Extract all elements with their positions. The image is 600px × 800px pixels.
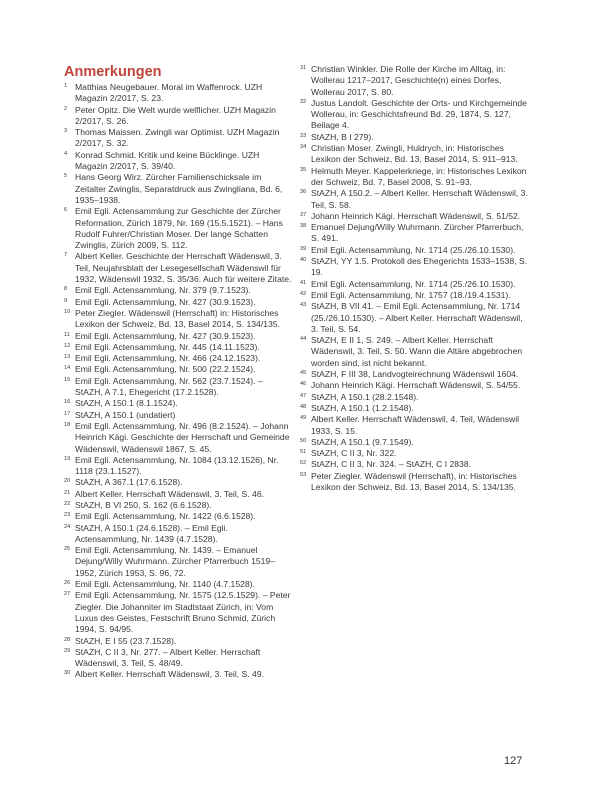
- footnote-text: Helmuth Meyer. Kappelerkriege, in: Historisches Lexikon der Schweiz, Bd. 7, Basel 2008, S. 91–93.: [311, 165, 527, 187]
- footnote-text: Christian Moser. Zwingli, Huldrych, in: Historisches Lexikon der Schweiz, Bd. 13, Basel 2014, S. 911–913.: [311, 143, 518, 165]
- footnote-text: Christian Winkler. Die Rolle der Kirche im Alltag, in: Wollerau 1217–2017, Geschichte(n) eines Dorfes, Wollerau 2017, S. 80.: [311, 64, 506, 97]
- footnote-number: 12: [64, 342, 71, 349]
- footnote-text: Matthias Neugebauer. Moral im Waffenrock. UZH Magazin 2/2017, S. 23.: [75, 82, 263, 104]
- footnote: [300, 143, 532, 166]
- footnote: [64, 308, 292, 331]
- footnote-text: Emil Egli. Actensammlung, Nr. 496 (8.2.1524). – Johann Heinrich Kägi. Geschichte der Herrschaft und Gemeinde Wädenswil, Wädenswil 1867, S. 45.: [75, 420, 290, 454]
- footnote-text: Johann Heinrich Kägi. Herrschaft Wädenswil, S. 54/55.: [311, 380, 521, 391]
- footnote: [300, 471, 532, 494]
- footnote-number: 11: [64, 331, 70, 338]
- footnote-number: 30: [64, 670, 71, 677]
- footnote-text: Emil Egli. Actensammlung, Nr. 1714 (25./26.10.1530).: [311, 244, 516, 255]
- footnote-number: 51: [300, 449, 307, 456]
- footnote: [64, 511, 292, 522]
- footnote-number: 46: [300, 381, 307, 388]
- footnote-number: 39: [300, 245, 307, 252]
- footnote: [64, 353, 292, 364]
- footnote-text: Thomas Maissen. Zwingli war Optimist. UZH Magazin 2/2017, S. 32.: [75, 127, 280, 149]
- footnote: [300, 166, 532, 189]
- footnote-text: Emil Egli. Actensammlung, Nr. 1757 (18./19.4.1531).: [311, 289, 511, 300]
- footnote-number: 45: [300, 370, 307, 377]
- footnote-text: StAZH, B I 279).: [311, 131, 374, 142]
- footnote: [300, 256, 532, 279]
- footnote-text: StAZH, E I 55 (23.7.1528).: [75, 635, 177, 646]
- footnote: [300, 98, 532, 132]
- footnote-number: 53: [300, 471, 307, 478]
- footnote-text: Justus Landolt. Geschichte der Orts- und Kirchgemeinde Wollerau, in: Geschichtsfreund Bd. 29, 1874, S. 127, Beilage 4.: [311, 97, 527, 131]
- footnote-text: Emil Egli. Actensammlung, Nr. 1422 (6.6.1528).: [75, 511, 256, 522]
- footnote-number: 43: [300, 302, 307, 309]
- footnote-number: 2: [64, 105, 68, 112]
- footnote-number: 26: [64, 580, 71, 587]
- footnote-number: 15: [64, 376, 71, 383]
- footnote-number: 36: [300, 189, 307, 196]
- footnote: [300, 279, 532, 290]
- footnote-number: 24: [64, 523, 71, 530]
- footnote-number: 42: [300, 290, 307, 297]
- footnote: [64, 500, 292, 511]
- footnote: [64, 364, 292, 375]
- notes-column-left: [64, 82, 292, 681]
- footnote-number: 50: [300, 437, 307, 444]
- footnote: [64, 579, 292, 590]
- footnote-text: StAZH, F III 38, Landvogteirechnung Wädenswil 1604.: [311, 369, 519, 380]
- footnote-number: 28: [64, 636, 71, 643]
- footnote: [300, 64, 532, 98]
- footnote: [64, 523, 292, 546]
- footnote: [300, 335, 532, 369]
- footnote: [300, 301, 532, 335]
- footnote: [64, 150, 292, 173]
- footnote-text: Emil Egli. Actensammlung, Nr. 562 (23.7.1524). – StAZH, A 7.1, Ehegericht (17.2.1528).: [75, 375, 263, 398]
- footnote-number: 8: [64, 286, 68, 293]
- footnote: [64, 342, 292, 353]
- footnote-text: StAZH, A 150.1 (24.6.1528). – Emil Egli. Actensammlung, Nr. 1439 (4.7.1528).: [75, 522, 228, 544]
- footnote-number: 35: [300, 166, 307, 173]
- footnote-text: StAZH, B VI 250, S. 162 (6.6.1528).: [75, 499, 212, 510]
- footnote-text: StAZH, E II 1, S. 249. – Albert Keller. Herrschaft Wädenswil, 3. Teil, S. 50. Wann die Altäre abgebrochen worden sind, ist nicht bekannt.: [311, 335, 523, 368]
- footnote-text: StAZH, A 150.1 (9.7.1549).: [311, 436, 414, 447]
- footnote-text: StAZH, A 150.1 (undatiert): [75, 409, 176, 420]
- footnote-number: 7: [64, 252, 68, 259]
- footnote: [300, 132, 532, 143]
- footnote-number: 14: [64, 365, 71, 372]
- footnote-text: StAZH, C II 3, Nr. 324. – StAZH, C I 2838.: [311, 459, 471, 470]
- footnote-number: 10: [64, 308, 71, 315]
- page-number: 127: [504, 755, 523, 767]
- footnote-number: 40: [300, 257, 307, 264]
- footnote-number: 27: [64, 591, 71, 598]
- footnote-text: Emil Egli. Actensammlung, Nr. 427 (30.9.1523).: [75, 330, 256, 341]
- footnote-number: 29: [64, 647, 71, 654]
- footnote: [64, 410, 292, 421]
- footnote-number: 18: [64, 421, 71, 428]
- footnote-number: 13: [64, 354, 71, 361]
- footnote-text: Albert Keller. Herrschaft Wädenswil, 4. Teil, Wädenswil 1933, S. 15.: [311, 414, 520, 436]
- footnote: [64, 477, 292, 488]
- footnote-number: 16: [64, 399, 71, 406]
- footnote: [64, 669, 292, 680]
- footnote: [300, 437, 532, 448]
- footnote-text: Albert Keller. Geschichte der Herrschaft Wädenswil, 3. Teil, Neujahrsblatt der Lesegesellschaft Wädenswil für 1932, Wädenswil 1932, S. 35/36. Auch für weitere Zitate.: [75, 251, 292, 285]
- footnote: [64, 297, 292, 308]
- footnote-text: StAZH, A 150.1 (8.1.1524).: [75, 398, 178, 409]
- footnote-text: Emil Egli. Actensammlung, Nr. 427 (30.9.1523).: [75, 296, 256, 307]
- footnote-text: Emil Egli. Actensammlung, Nr. 466 (24.12.1523).: [75, 353, 261, 364]
- footnote-text: StAZH, A 150.1 (28.2.1548).: [311, 391, 419, 402]
- footnote: [64, 421, 292, 455]
- footnote-number: 22: [64, 500, 71, 507]
- footnote-number: 9: [64, 297, 68, 304]
- footnote-text: StAZH, C II 3, Nr. 277. – Albert Keller. Herrschaft Wädenswil, 3. Teil, S. 48/49.: [75, 646, 261, 669]
- footnote: [64, 82, 292, 105]
- footnote-number: 5: [64, 173, 68, 180]
- footnote-text: Emanuel Dejung/Willy Wuhrmann. Zürcher Pfarrerbuch, S. 491.: [311, 222, 524, 244]
- footnote: [300, 380, 532, 391]
- footnote-number: 47: [300, 392, 307, 399]
- footnote-text: Emil Egli. Actensammlung, Nr. 445 (14.11.1523).: [75, 341, 260, 352]
- footnote-text: StAZH, A 150.2. – Albert Keller. Herrschaft Wädenswil, 3. Teil, S. 58.: [311, 188, 528, 210]
- footnote: [300, 369, 532, 380]
- footnote: [300, 403, 532, 414]
- footnote: [64, 172, 292, 206]
- footnote-number: 41: [300, 279, 307, 286]
- footnote: [64, 489, 292, 500]
- footnote-number: 17: [64, 410, 71, 417]
- footnote-text: StAZH, A 367.1 (17.6.1528).: [75, 477, 183, 488]
- footnote-number: 21: [64, 489, 71, 496]
- footnote-text: Hans Georg Wirz. Zürcher Familienschicksale im Zeitalter Zwinglis, Separatdruck aus Zwingliana, Bd. 6, 1935–1938.: [75, 172, 283, 205]
- footnote-number: 49: [300, 415, 307, 422]
- footnote-text: Emil Egli. Actensammlung, Nr. 379 (9.7.1523).: [75, 285, 251, 296]
- footnote-text: StAZH, B VII 41. – Emil Egli. Actensammlung, Nr. 1714 (25./26.10.1530). – Albert Keller. Herrschaft Wädenswil, 3. Teil, S. 54.: [311, 301, 523, 334]
- footnote-text: StAZH, YY 1.5. Protokoll des Ehegerichts 1533–1538, S. 19.: [311, 256, 528, 278]
- footnote-number: 38: [300, 223, 307, 230]
- footnote-number: 44: [300, 336, 307, 343]
- footnote: [64, 590, 292, 635]
- footnote-number: 4: [64, 150, 68, 157]
- footnote: [300, 459, 532, 470]
- footnote: [64, 127, 292, 150]
- footnote: [64, 251, 292, 285]
- footnote: [64, 376, 292, 399]
- section-heading: Anmerkungen: [64, 64, 162, 80]
- footnote-text: Peter Ziegler. Wädenswil (Herrschaft), in: Historisches Lexikon der Schweiz, Bd. 13, Basel 2014, S. 134/135.: [311, 470, 517, 492]
- footnote: [64, 206, 292, 251]
- footnote-text: Peter Opitz. Die Welt wurde welflicher. UZH Magazin 2/2017, S. 26.: [75, 104, 276, 126]
- footnote: [64, 331, 292, 342]
- footnote-text: Emil Egli. Actensammlung, Nr. 1714 (25./26.10.1530).: [311, 278, 516, 289]
- footnote-text: Emil Egli. Actensammlung, Nr. 1084 (13.12.1526), Nr. 1118 (23.1.1527).: [75, 454, 279, 477]
- footnote: [300, 188, 532, 211]
- footnote-number: 48: [300, 403, 307, 410]
- footnote-number: 1: [64, 83, 68, 89]
- footnote-number: 33: [300, 132, 307, 139]
- footnote: [64, 105, 292, 128]
- footnote-number: 6: [64, 207, 68, 214]
- footnote-text: Emil Egli. Actensammlung, Nr. 1439. – Emanuel Dejung/Willy Wuhrmann. Zürcher Pfarrerbuch 1519–1952, Zürich 1953, S. 96, 72.: [75, 545, 275, 578]
- footnote-text: Emil Egli. Actensammlung, Nr. 500 (22.2.1524).: [75, 364, 256, 375]
- footnote-number: 32: [300, 98, 307, 105]
- footnote: [300, 448, 532, 459]
- footnote: [64, 545, 292, 579]
- footnote: [64, 455, 292, 478]
- footnote: [64, 285, 292, 296]
- footnote-number: 23: [64, 512, 71, 519]
- footnote-text: StAZH, A 150.1 (1.2.1548).: [311, 402, 414, 413]
- footnote-number: 34: [300, 144, 307, 151]
- footnote-text: Albert Keller. Herrschaft Wädenswil, 3. Teil, S. 46.: [75, 488, 264, 499]
- footnote-text: Emil Egli. Actensammlung, Nr. 1140 (4.7.1528).: [75, 579, 255, 590]
- footnote: [64, 647, 292, 670]
- footnote: [300, 211, 532, 222]
- footnote-number: 31: [300, 65, 307, 71]
- footnote: [300, 290, 532, 301]
- footnote-text: Peter Ziegler. Wädenswil (Herrschaft) in: Historisches Lexikon der Schweiz, Bd. 13, Basel 2014, S. 134/135.: [75, 307, 280, 330]
- footnote-number: 20: [64, 478, 71, 485]
- footnote-number: 52: [300, 460, 307, 467]
- footnote-text: Albert Keller. Herrschaft Wädenswil, 3. Teil, S. 49.: [75, 669, 264, 680]
- notes-column-right: [300, 64, 532, 493]
- footnote-number: 3: [64, 128, 68, 135]
- footnote-text: Emil Egli. Actensammlung zur Geschichte der Zürcher Reformation, Zürich 1879, Nr. 169 (15.5.1521). – Hans Rudolf Fuhrer/Christian Moser. Der lange Schatten Zwinglis, Zürich 2009, S. 112.: [75, 206, 283, 251]
- footnote-number: 25: [64, 546, 71, 553]
- footnote-text: StAZH, C II 3, Nr. 322.: [311, 448, 397, 459]
- footnote-text: Johann Heinrich Kägi. Herrschaft Wädenswil, S. 51/52.: [311, 210, 521, 221]
- footnote: [300, 245, 532, 256]
- footnote-number: 19: [64, 455, 71, 462]
- footnote: [64, 398, 292, 409]
- footnote-number: 37: [300, 211, 307, 218]
- footnote-text: Emil Egli. Actensammlung, Nr. 1575 (12.5.1529). – Peter Ziegler. Die Johanniter im Stadtstaat Zürich, in: Vom Luxus des Geistes, Festschrift Bruno Schmid, Zürich 1994, S. 94/95.: [75, 590, 291, 635]
- footnote: [64, 636, 292, 647]
- footnote: [300, 414, 532, 437]
- footnote: [300, 222, 532, 245]
- footnote-text: Konrad Schmid. Kritik und keine Bücklinge. UZH Magazin 2/2017, S. 39/40.: [75, 149, 260, 172]
- footnote: [300, 392, 532, 403]
